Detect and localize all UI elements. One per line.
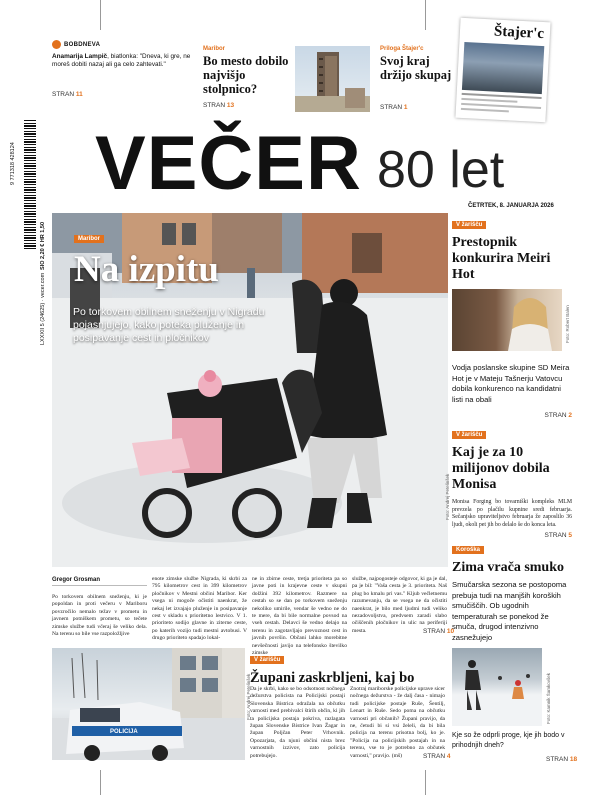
- police-photo: [52, 648, 245, 760]
- article-title: Zima vrača smuko: [452, 560, 564, 575]
- article-prestopnik[interactable]: [452, 213, 572, 419]
- page-ref: STRAN 4: [423, 753, 451, 760]
- article-title: Prestopnik konkurira Meiri Hot: [452, 235, 551, 282]
- stajerc-teaser[interactable]: [380, 46, 460, 111]
- page-ref: STRAN 18: [546, 756, 578, 763]
- bob-logo-icon: [52, 40, 61, 49]
- article-body: Vodja poslanske skupine SD Meira Hot je v Mateju Tašnerju Vatovcu dobila konkurenco na kandidatni listi na obali: [452, 363, 570, 404]
- bob-brand: BOBDNEVA: [64, 41, 101, 48]
- bob-dneva-teaser[interactable]: BOBDNEVA Anamarija Lampič, biatlonka: "Dneva, ki gre, ne moreš dobiti nazaj ali ga celo zahtevati." STRAN 11: [52, 41, 191, 98]
- article-monisa[interactable]: [452, 423, 572, 539]
- page-ref: STRAN 10: [423, 628, 455, 635]
- section-tag: Priloga Štajer'c: [380, 46, 424, 52]
- page-ref: STRAN 1: [380, 104, 408, 111]
- photo-credit: Foto: Robert Balen: [565, 305, 570, 343]
- section-tag: Koroška: [452, 546, 484, 554]
- masthead-80-let: 80 let: [377, 141, 505, 199]
- crop-mark: [100, 770, 101, 795]
- article-zima[interactable]: [452, 538, 572, 643]
- bottom-column-2: Znotraj mariborske policijske uprave sicer nočnega dežurstva - že dalj časa - nimajo tudi policijske postaje Ruše, Šentilj, Lenart in Ruše. Sedo poma na občutku varnosti pri občanih? Župani pravijo, da ne, četudi bi si vsi želeli, da bi bila policija na terenu prisotna bolj, ko je. "Policija na policijskih postajah in na terenu, vse to je potrebno za občutek varnosti," pravijo. (mš): [350, 686, 445, 759]
- meira-hot-photo: [452, 289, 562, 351]
- edition-date: ČETRTEK, 8. JANUARJA 2026: [468, 203, 554, 209]
- author-byline: Gregor Grosman: [52, 577, 101, 583]
- barcode-number: 9 771318 428124: [10, 142, 16, 185]
- page-ref: STRAN 13: [203, 102, 235, 109]
- article-title: Kaj je za 10 milijonov dobila Monisa: [452, 445, 550, 492]
- article-body: Monisa Forging bo tovarniški kompleks MLM prevzela po plačilu kupnine sredi februarja. Sečanjsko upraviteljstvo februarja že zaposlilo 36 ljudi, okoli pet jih bo delalo še do konca leta.: [452, 499, 572, 528]
- article-title: Župani zaskrbljeni, kaj bo: [250, 670, 415, 686]
- section-tag: V žarišču: [452, 431, 486, 439]
- section-tag: Maribor: [203, 46, 226, 52]
- lead-column-2: enote zimske službe Nigrada, ki skrbi za 795 kilometrov cest in 399 kilometrov pločnikov v Mestni občini Maribor. Ker vsega ni mogoče očistiti naenkrat, že nekaj let izvajajo pluženje in posipavanje cest v skladu s prioritetno lestvico. V 1. prioriteto sodijo glavne in ziterne ceste, po katerih vozijo tudi mestni avtobusi. V drugo prioriteto spadajo lokal-: [152, 576, 247, 642]
- bottom-column-1: Da je skrbi, kako se bo odsotnost nočnega dežurstva policista na Policijski postaji Slovenska Bistrica odražala na občutku varnosti med prebivalci štirih občin, ki jih ta policijska postaja pokriva, razlagata župan Slovenske Bistrice Ivan Žagar in župan Poljčan Peter Vrhovnik. Opozarjata, da njuni občini nista brez varnostnih izzivov, zato policija potrebujejo.: [250, 686, 345, 759]
- photo-credit: Foto: Kamnik Šamkovšek: [546, 672, 551, 724]
- tower-photo: [295, 46, 370, 112]
- lead-headline[interactable]: Na izpitu: [74, 249, 219, 290]
- crop-mark: [100, 0, 101, 30]
- page-ref: STRAN 5: [544, 532, 572, 540]
- lead-deck: Po torkovem obilnem sneženju v Nigradu pojasnjujejo, kako poteka pluženje in posipavanje cest in pločnikov: [73, 306, 265, 344]
- barcode: [24, 120, 36, 250]
- photo-credit: Foto: Andrej Petelinšek: [246, 673, 251, 720]
- cover-text-lines: [461, 93, 542, 114]
- cover-photo: [462, 42, 544, 94]
- stajerc-logo: Štajer'c: [493, 23, 545, 43]
- lead-column-4: službe, najpogosteje odgovor, ki ga je dal, pa je bil: "Vaša cesta je 3. prioriteta. Naš plug bo kmalu pri vas." Kljub večletnemu razumevanju, da se vsega ne da očistiti naenkrat, je bilo med ljudmi tudi veliko nezadovoljstva, predvsem zaradi slabo očiščenih pločnikov in ulic na periferiji mesta.: [352, 576, 447, 634]
- section-tag: V žarišču: [250, 656, 284, 664]
- quote-text: "Dneva, ki gre, ne moreš dobiti nazaj ali ga celo zahtevati.": [52, 53, 191, 68]
- ski-photo: [452, 648, 542, 726]
- divider: [52, 585, 147, 586]
- photo-caption: Kje so že odprli proge, kje jih bodo v prihodnjih dneh?: [452, 732, 565, 749]
- issue-info: LXXXII 5 (24625) · vecer.com: [40, 272, 46, 345]
- lead-column-3: ne in zbirne ceste, tretja prioriteta pa so javne poti in krajevne ceste v skupni dolžini 392 kilometrov. Razmere na cestah so se dan po torkovem sneženju nekoliko umirile, vendar še vedno ne do te mere, da bi bile normalne povsod na vseh cestah. Delavci še vedno delajo na terenu in zagotavljajo prevoznost cest in javnih površin. Občani lahko morebitne nevšečnosti javijo na telefonsko številko zimske: [252, 576, 347, 657]
- quote-role: biatlonka: [110, 53, 137, 60]
- teaser-title: Svoj kraj držijo skupaj: [380, 54, 452, 82]
- crop-mark: [425, 770, 426, 795]
- masthead-title[interactable]: VEČER: [95, 121, 362, 206]
- page-ref: STRAN 11: [52, 91, 83, 98]
- stajerc-supplement-cover[interactable]: [455, 18, 550, 123]
- article-body: Smučarska sezona se postopoma prebuja tudi na manjših koroških smučiščih. Ob ugodnih temperaturah se ponekod že smuča, drugod intenzivno zasnežujejo: [452, 580, 567, 642]
- lead-column-1: Po torkovem obilnem sneženju, ki je popoldan in proti večeru v Mariboru povzročilo nemalo težav v prometu in javnem potniškem prometu, so tečete zimske službe tudi včeraj še veliko dela. Na terenu so bile vse razpoložljive: [52, 594, 147, 638]
- maribor-teaser[interactable]: [203, 46, 373, 112]
- price: SIO 2,20 € HR 1,50: [40, 222, 46, 270]
- quote-author: Anamarija Lampič: [52, 53, 108, 60]
- crop-mark: [425, 0, 426, 30]
- section-tag: Maribor: [74, 235, 104, 243]
- page-ref: STRAN 2: [544, 412, 572, 419]
- police-car-label: POLICIJA: [110, 729, 138, 735]
- photo-credit: Foto: Andrej Petelinšek: [445, 473, 450, 520]
- teaser-title: Bo mesto dobilo najvišjo stolpnico?: [203, 54, 289, 96]
- article-zupani[interactable]: [250, 648, 445, 687]
- section-tag: V žarišču: [452, 221, 486, 229]
